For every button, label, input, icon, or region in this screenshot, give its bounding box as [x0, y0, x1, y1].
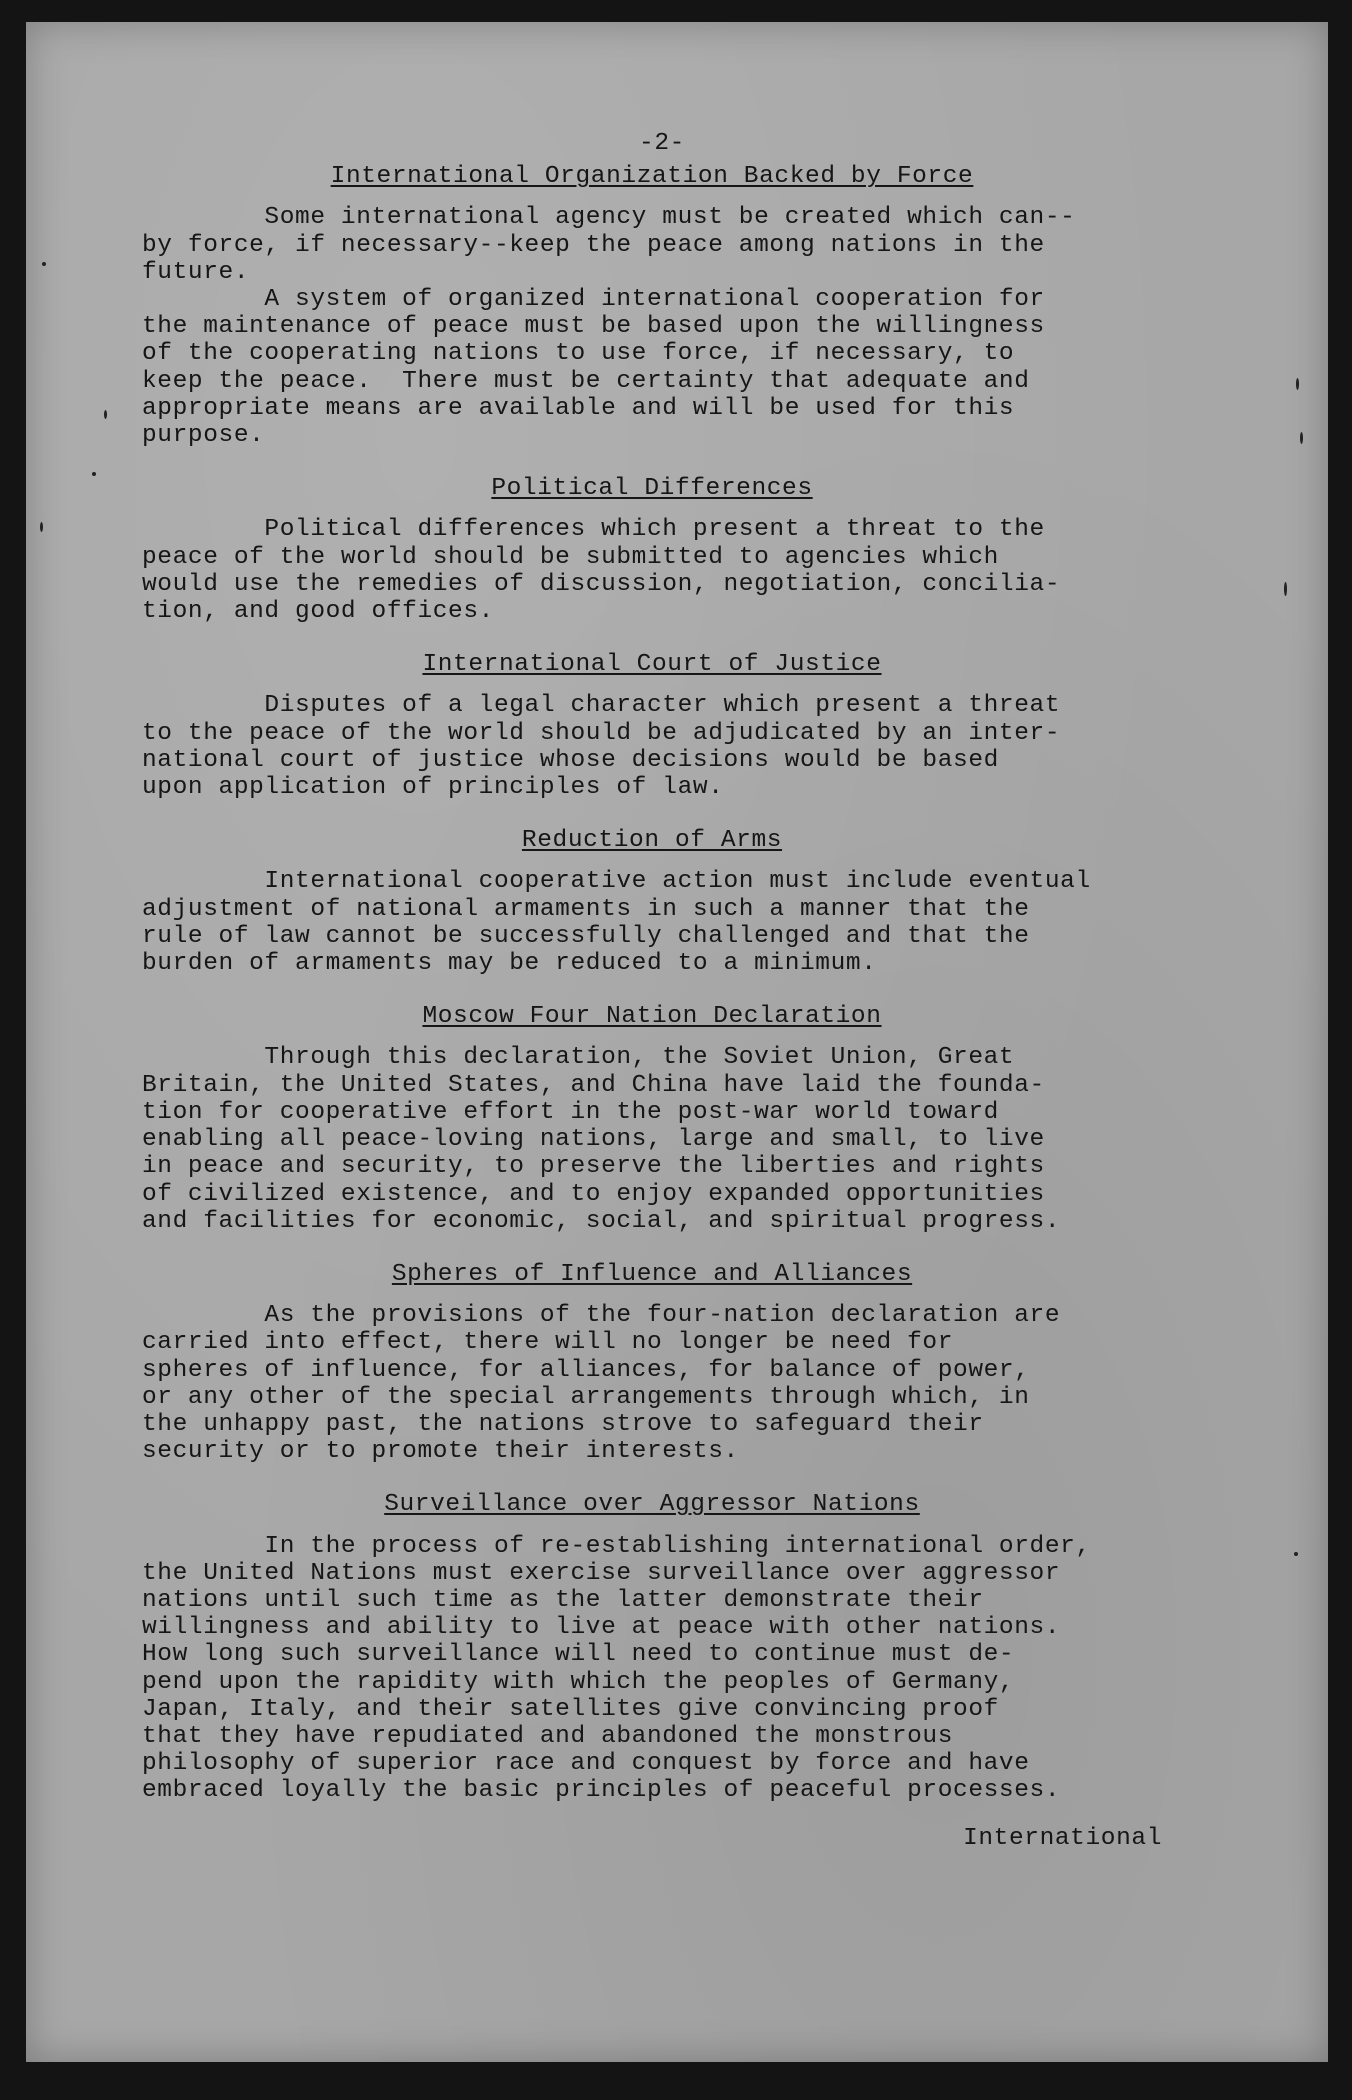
text-line: willingness and ability to live at peace with other nations. — [142, 1614, 1061, 1642]
section-heading: International Organization Backed by Force — [330, 163, 974, 191]
text-line: As the provisions of the four-nation declaration are — [142, 1302, 1061, 1330]
text-line: Political differences which present a threat to the — [142, 516, 1045, 544]
paragraph — [142, 868, 1162, 977]
text-line: nations until such time as the latter demonstrate their — [142, 1586, 984, 1614]
text-line: to the peace of the world should be adjudicated by an inter- — [142, 719, 1061, 747]
spacer — [142, 801, 1162, 827]
ink-speck — [1284, 582, 1287, 596]
text-line: the maintenance of peace must be based upon the willingness — [142, 313, 1045, 341]
paragraph — [142, 204, 1162, 286]
section-heading: Reduction of Arms — [521, 827, 783, 855]
text-line: national court of justice whose decisions would be based — [142, 746, 999, 774]
spacer — [142, 1519, 1162, 1533]
text-line: A system of organized international cooperation for — [142, 286, 1045, 314]
text-line: enabling all peace-loving nations, large and small, to live — [142, 1126, 1045, 1154]
text-line: burden of armaments may be reduced to a minimum. — [142, 950, 877, 978]
text-line: upon application of principles of law. — [142, 774, 724, 802]
page-number: -2- — [639, 130, 685, 157]
text-line: tion, and good offices. — [142, 598, 494, 626]
text-line: spheres of influence, for alliances, for balance of power, — [142, 1356, 1030, 1384]
spacer — [142, 1465, 1162, 1491]
text-line: How long such surveillance will need to continue must de- — [142, 1641, 1015, 1669]
text-line: that they have repudiated and abandoned the monstrous — [142, 1722, 954, 1750]
text-line: Disputes of a legal character which present a threat — [142, 692, 1061, 720]
text-line: appropriate means are available and will be used for this — [142, 394, 1015, 422]
ink-speck — [42, 262, 46, 266]
catchword: International — [963, 1824, 1162, 1852]
text-line: rule of law cannot be successfully challenged and that the — [142, 922, 1030, 950]
spacer — [142, 1288, 1162, 1302]
text-line: carried into effect, there will no longer be need for — [142, 1329, 954, 1357]
spacer — [142, 502, 1162, 516]
section-heading: Surveillance over Aggressor Nations — [384, 1491, 920, 1519]
text-line: adjustment of national armaments in such a manner that the — [142, 895, 1030, 923]
spacer — [142, 190, 1162, 204]
ink-speck — [40, 522, 43, 532]
section-heading: International Court of Justice — [422, 651, 882, 679]
section-heading: Moscow Four Nation Declaration — [422, 1003, 882, 1031]
sections-container — [142, 161, 1162, 1804]
spacer — [142, 1030, 1162, 1044]
text-line: In the process of re-establishing international order, — [142, 1532, 1091, 1560]
text-line: tion for cooperative effort in the post-war world toward — [142, 1098, 999, 1126]
spacer — [142, 854, 1162, 868]
text-line: would use the remedies of discussion, negotiation, concilia- — [142, 570, 1061, 598]
text-line: keep the peace. There must be certainty that adequate and — [142, 367, 1030, 395]
text-line: security or to promote their interests. — [142, 1438, 739, 1466]
ink-speck — [1294, 1552, 1298, 1556]
text-line: and facilities for economic, social, and spiritual progress. — [142, 1207, 1061, 1235]
spacer — [142, 625, 1162, 651]
paragraph — [142, 692, 1162, 801]
ink-speck — [1296, 378, 1299, 390]
text-line: the unhappy past, the nations strove to safeguard their — [142, 1410, 984, 1438]
text-line: by force, if necessary--keep the peace among nations in the — [142, 231, 1045, 259]
paragraph — [142, 516, 1162, 625]
text-line: International cooperative action must include eventual — [142, 868, 1091, 896]
spacer — [142, 1235, 1162, 1261]
ink-speck — [92, 472, 96, 476]
spacer — [142, 449, 1162, 475]
text-line: purpose. — [142, 422, 265, 450]
text-line: of the cooperating nations to use force, if necessary, to — [142, 340, 1015, 368]
text-line: Some international agency must be created which can-- — [142, 204, 1076, 232]
spacer — [142, 977, 1162, 1003]
section-heading: Political Differences — [491, 475, 813, 503]
text-line: of civilized existence, and to enjoy expanded opportunities — [142, 1180, 1045, 1208]
text-line: peace of the world should be submitted to agencies which — [142, 543, 999, 571]
section-heading: Spheres of Influence and Alliances — [391, 1260, 913, 1288]
text-line: Through this declaration, the Soviet Union, Great — [142, 1044, 1015, 1072]
paragraph — [142, 1533, 1162, 1805]
document-body — [142, 130, 1162, 1853]
text-line: or any other of the special arrangements through which, in — [142, 1383, 1030, 1411]
text-line: future. — [142, 258, 250, 286]
ink-speck — [104, 410, 107, 419]
paragraph — [142, 286, 1162, 449]
text-line: in peace and security, to preserve the liberties and rights — [142, 1153, 1045, 1181]
paragraph — [142, 1302, 1162, 1465]
text-line: the United Nations must exercise surveillance over aggressor — [142, 1559, 1061, 1587]
text-line: pend upon the rapidity with which the peoples of Germany, — [142, 1668, 1015, 1696]
text-line: embraced loyally the basic principles of peaceful processes. — [142, 1777, 1061, 1805]
spacer — [142, 678, 1162, 692]
text-line: philosophy of superior race and conquest by force and have — [142, 1750, 1030, 1778]
paragraph — [142, 1044, 1162, 1234]
text-line: Britain, the United States, and China have laid the founda- — [142, 1071, 1045, 1099]
text-line: Japan, Italy, and their satellites give convincing proof — [142, 1695, 999, 1723]
ink-speck — [1300, 432, 1303, 444]
